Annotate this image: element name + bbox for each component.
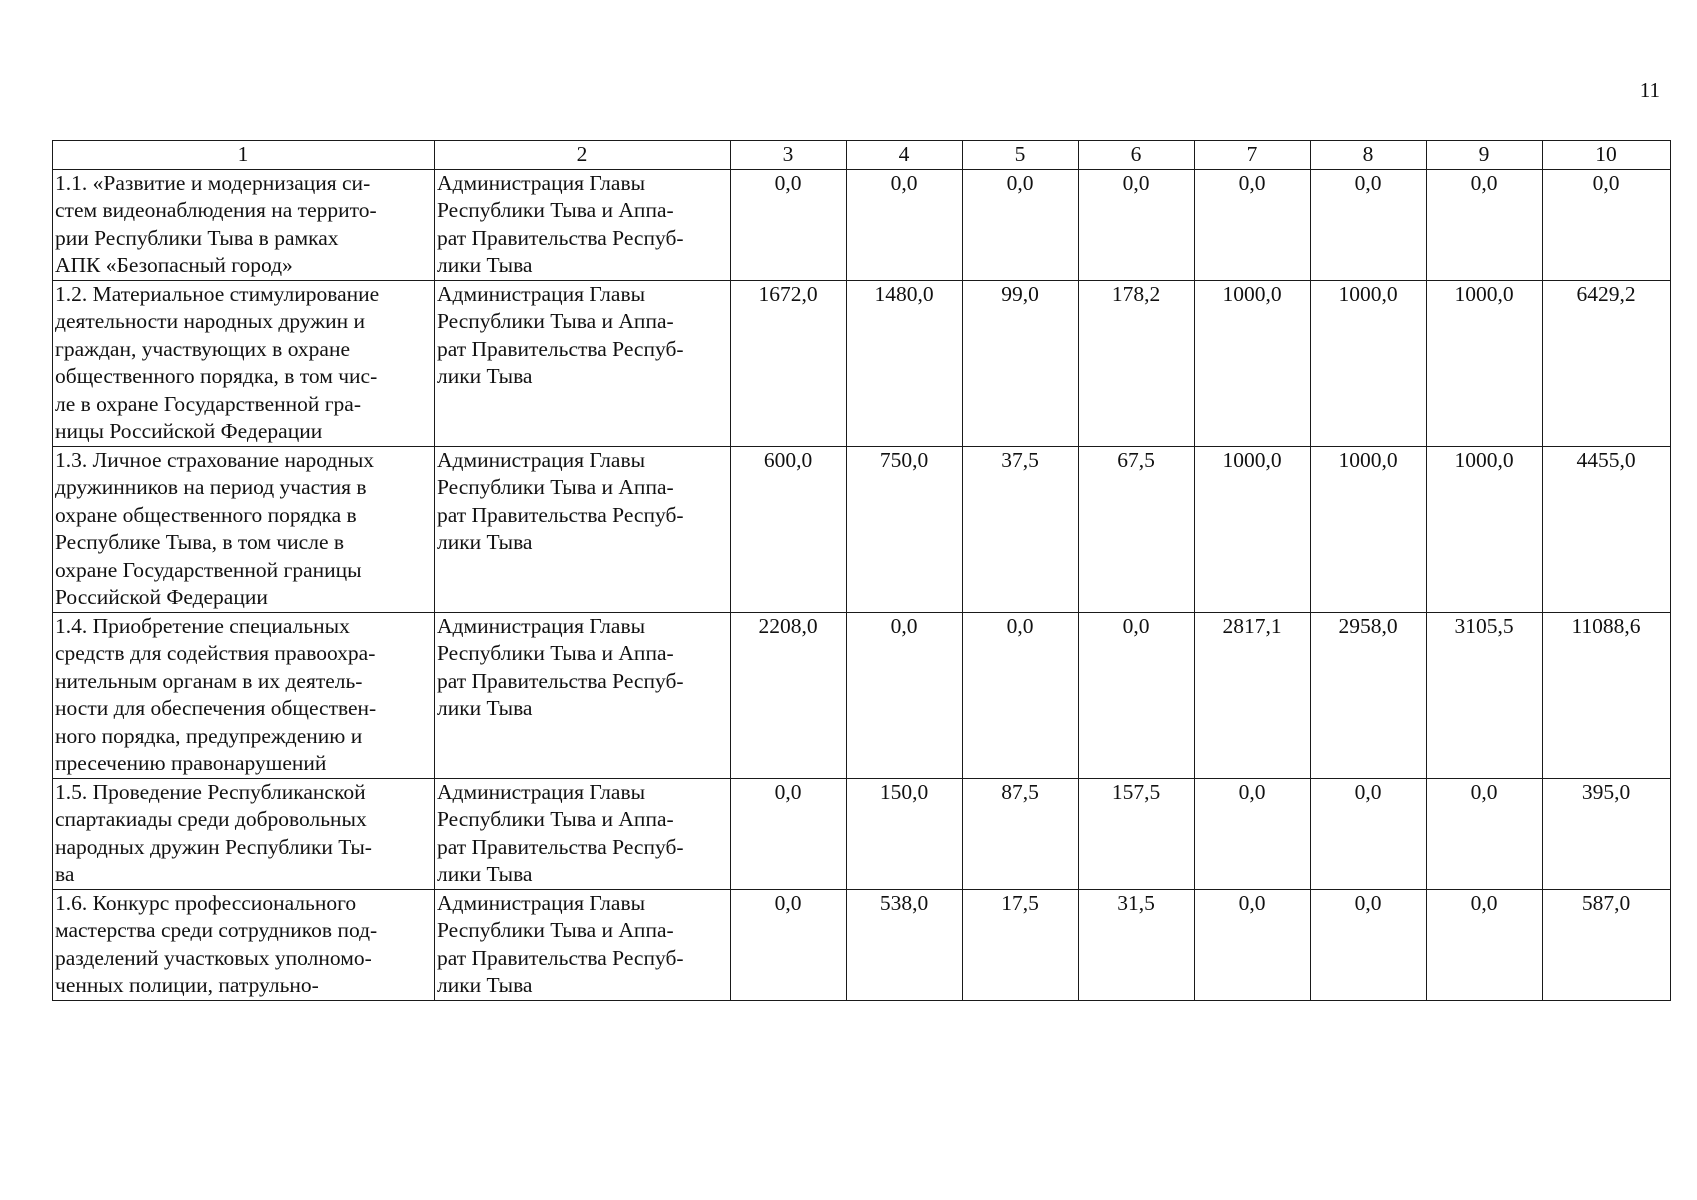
value-cell: 0,0 [847,612,963,778]
value-cell: 67,5 [1079,446,1195,612]
value-cell: 157,5 [1079,778,1195,889]
measure-name-cell: 1.6. Конкурс профессионального мастерства среди сотрудников под- разделений участковых уполномо- ченных полиции, патрульно- [53,889,435,1000]
value-cell: 0,0 [1311,778,1427,889]
total-cell: 395,0 [1543,778,1671,889]
header-cell: 1 [53,141,435,170]
value-cell: 0,0 [1079,169,1195,280]
program-table [52,140,1671,1001]
total-cell: 11088,6 [1543,612,1671,778]
value-cell: 1000,0 [1311,446,1427,612]
value-cell: 0,0 [1311,169,1427,280]
value-cell: 150,0 [847,778,963,889]
table-row [53,169,1671,280]
value-cell: 0,0 [1427,889,1543,1000]
value-cell: 1000,0 [1195,280,1311,446]
table-row [53,889,1671,1000]
value-cell: 31,5 [1079,889,1195,1000]
value-cell: 0,0 [1079,612,1195,778]
measure-name-cell: 1.3. Личное страхование народных дружинников на период участия в охране общественного порядка в Республике Тыва, в том числе в охране Государственной границы Российской Федерации [53,446,435,612]
total-cell: 6429,2 [1543,280,1671,446]
measure-name-cell: 1.4. Приобретение специальных средств для содействия правоохра- нительным органам в их деятель- ности для обеспечения обществен- ного порядка, предупреждению и пресечению правонарушений [53,612,435,778]
total-cell: 0,0 [1543,169,1671,280]
value-cell: 1672,0 [731,280,847,446]
value-cell: 3105,5 [1427,612,1543,778]
measure-name-cell: 1.2. Материальное стимулирование деятельности народных дружин и граждан, участвующих в охране общественного порядка, в том чис- ле в охране Государственной гра- ницы Российской Федерации [53,280,435,446]
value-cell: 99,0 [963,280,1079,446]
header-cell: 3 [731,141,847,170]
value-cell: 600,0 [731,446,847,612]
value-cell: 0,0 [963,169,1079,280]
value-cell: 0,0 [1427,778,1543,889]
table-row [53,446,1671,612]
value-cell: 0,0 [1195,889,1311,1000]
value-cell: 1480,0 [847,280,963,446]
header-cell: 10 [1543,141,1671,170]
value-cell: 2958,0 [1311,612,1427,778]
header-cell: 8 [1311,141,1427,170]
value-cell: 87,5 [963,778,1079,889]
value-cell: 0,0 [1427,169,1543,280]
measure-name-cell: 1.1. «Развитие и модернизация си- стем видеонаблюдения на террито- рии Республики Тыва в рамках АПК «Безопасный город» [53,169,435,280]
header-cell: 5 [963,141,1079,170]
value-cell: 0,0 [1195,169,1311,280]
header-cell: 6 [1079,141,1195,170]
total-cell: 4455,0 [1543,446,1671,612]
value-cell: 0,0 [1195,778,1311,889]
executor-cell: Администрация Главы Республики Тыва и Аппа- рат Правительства Респуб- лики Тыва [435,280,731,446]
measure-name-cell: 1.5. Проведение Республиканской спартакиады среди добровольных народных дружин Республики Ты- ва [53,778,435,889]
executor-cell: Администрация Главы Республики Тыва и Аппа- рат Правительства Респуб- лики Тыва [435,612,731,778]
value-cell: 0,0 [731,778,847,889]
value-cell: 0,0 [963,612,1079,778]
value-cell: 1000,0 [1427,446,1543,612]
value-cell: 17,5 [963,889,1079,1000]
value-cell: 0,0 [731,169,847,280]
table-row [53,612,1671,778]
executor-cell: Администрация Главы Республики Тыва и Аппа- рат Правительства Респуб- лики Тыва [435,169,731,280]
header-cell: 2 [435,141,731,170]
executor-cell: Администрация Главы Республики Тыва и Аппа- рат Правительства Респуб- лики Тыва [435,889,731,1000]
page-number: 11 [1639,78,1660,102]
executor-cell: Администрация Главы Республики Тыва и Аппа- рат Правительства Респуб- лики Тыва [435,446,731,612]
value-cell: 0,0 [1311,889,1427,1000]
value-cell: 750,0 [847,446,963,612]
value-cell: 0,0 [731,889,847,1000]
table-row [53,778,1671,889]
header-cell: 7 [1195,141,1311,170]
header-cell: 4 [847,141,963,170]
value-cell: 1000,0 [1427,280,1543,446]
value-cell: 1000,0 [1195,446,1311,612]
value-cell: 538,0 [847,889,963,1000]
table-row [53,280,1671,446]
value-cell: 0,0 [847,169,963,280]
value-cell: 2208,0 [731,612,847,778]
executor-cell: Администрация Главы Республики Тыва и Аппа- рат Правительства Респуб- лики Тыва [435,778,731,889]
header-cell: 9 [1427,141,1543,170]
value-cell: 37,5 [963,446,1079,612]
value-cell: 2817,1 [1195,612,1311,778]
header-row [53,141,1671,170]
value-cell: 1000,0 [1311,280,1427,446]
value-cell: 178,2 [1079,280,1195,446]
total-cell: 587,0 [1543,889,1671,1000]
